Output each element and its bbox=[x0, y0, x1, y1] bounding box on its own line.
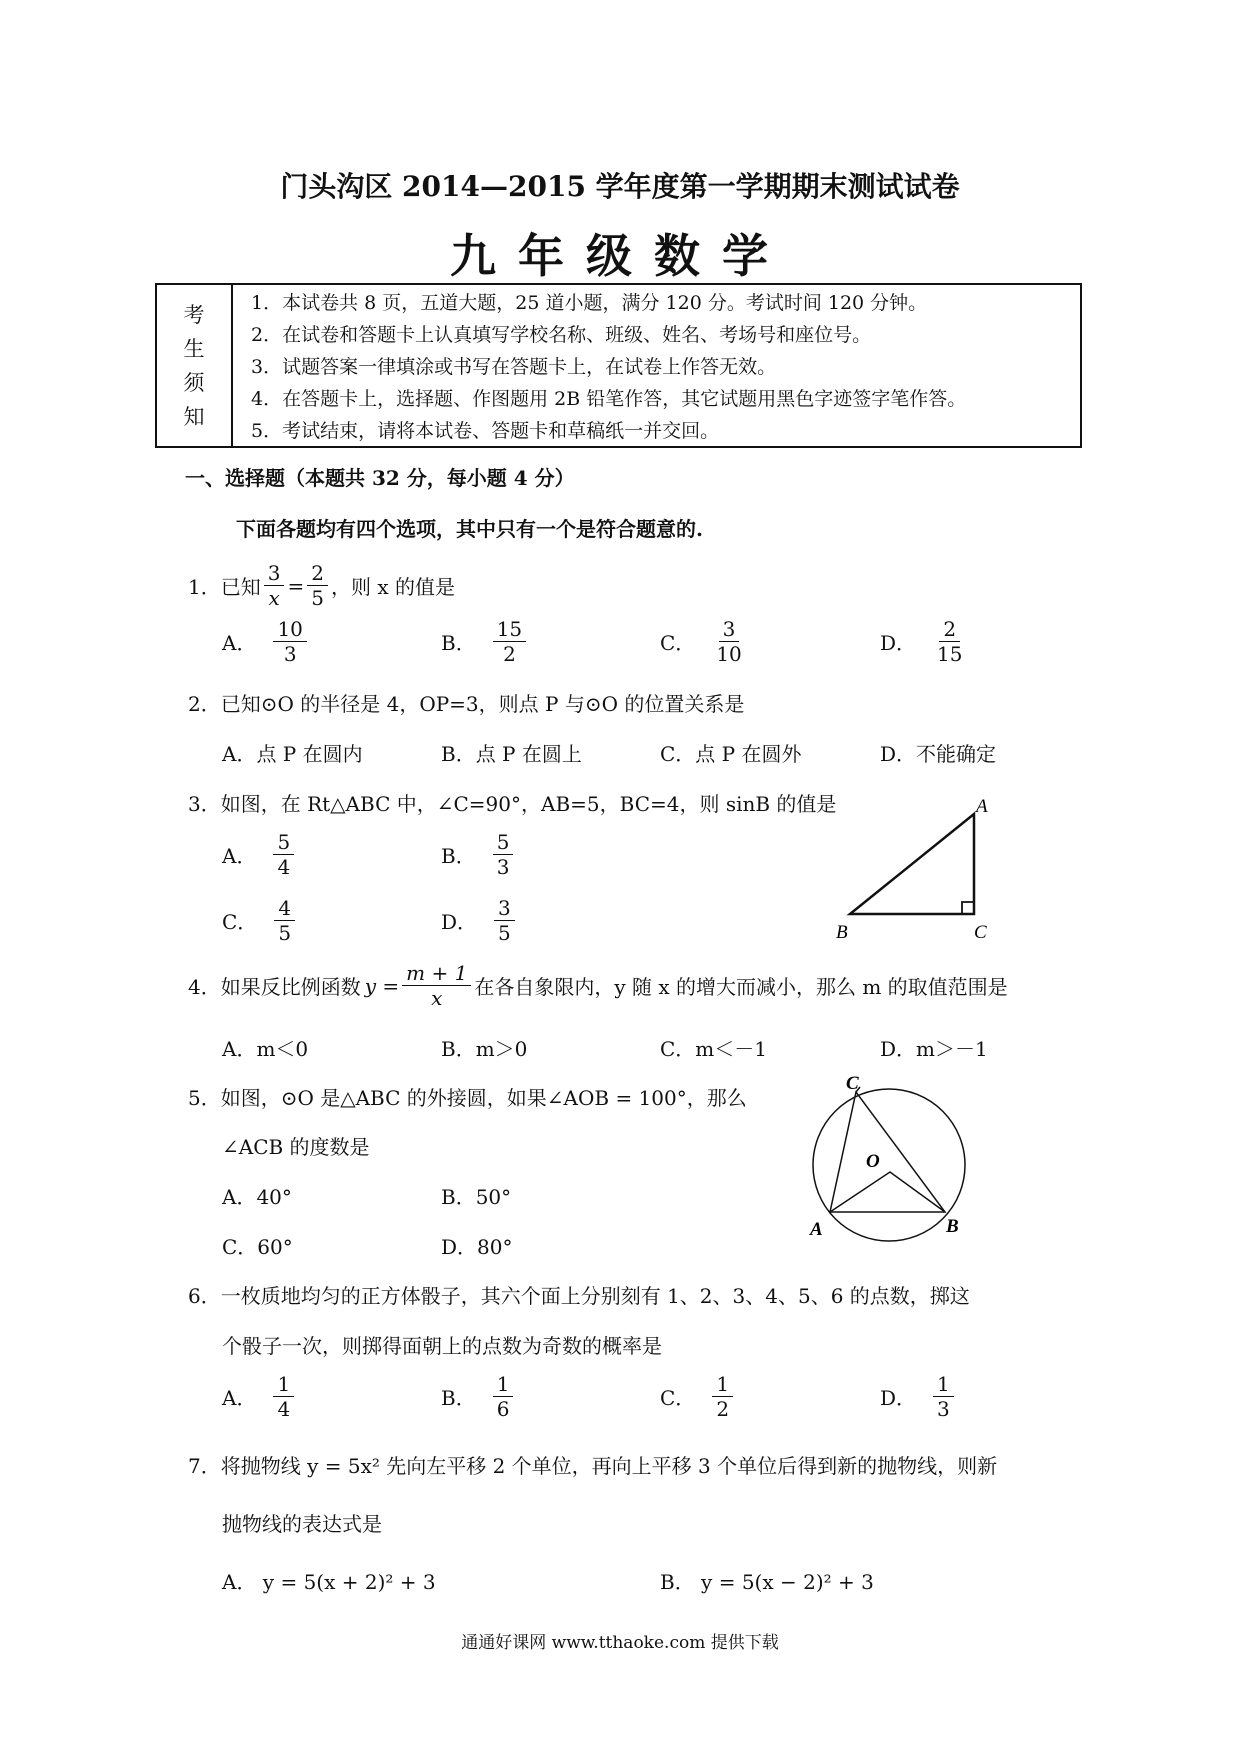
denominator: 10 bbox=[716, 642, 742, 666]
denominator: x bbox=[431, 986, 443, 1010]
notice-head-char: 生 bbox=[183, 336, 205, 361]
option-fraction bbox=[712, 1372, 733, 1421]
numerator: 1 bbox=[712, 1372, 733, 1397]
numerator: 2 bbox=[939, 617, 960, 642]
notice-item: 5．考试结束，请将本试卷、答题卡和草稿纸一并交回。 bbox=[251, 420, 720, 442]
q5-option-c[interactable]: C．60° bbox=[222, 1235, 293, 1259]
vertex-label-c: C bbox=[846, 1075, 859, 1094]
denominator: 2 bbox=[716, 1397, 730, 1421]
notice-box bbox=[155, 283, 1082, 448]
q1-option-a[interactable] bbox=[222, 617, 310, 666]
option-fraction bbox=[933, 1372, 954, 1421]
denominator: 15 bbox=[937, 642, 963, 666]
q1-rhs-fraction bbox=[307, 561, 328, 610]
exam-title: 门头沟区 2014—2015 学年度第一学期期末测试试卷 bbox=[280, 170, 960, 203]
question-7-stem-line2: 抛物线的表达式是 bbox=[222, 1512, 382, 1536]
option-label: C． bbox=[222, 910, 258, 934]
question-2-stem: 2．已知⊙O 的半径是 4，OP=3，则点 P 与⊙O 的位置关系是 bbox=[188, 692, 745, 716]
denominator: 2 bbox=[503, 642, 516, 666]
q1-suffix: ，则 x 的值是 bbox=[330, 575, 455, 599]
q1-option-c[interactable] bbox=[660, 617, 749, 666]
option-label: A． bbox=[222, 631, 257, 655]
q4-option-d[interactable]: D．m＞－1 bbox=[880, 1037, 988, 1061]
radii-oa-ob bbox=[830, 1172, 945, 1212]
q7-option-a[interactable]: A． y = 5(x + 2)² + 3 bbox=[222, 1570, 436, 1594]
numerator: 15 bbox=[493, 617, 526, 642]
notice-item: 3．试题答案一律填涂或书写在答题卡上，在试卷上作答无效。 bbox=[251, 356, 777, 378]
option-fraction bbox=[274, 896, 295, 945]
numerator: 5 bbox=[273, 830, 294, 855]
q1-option-d[interactable] bbox=[880, 617, 970, 666]
vertex-label-b: B bbox=[836, 922, 848, 943]
vertex-label-b: B bbox=[946, 1216, 959, 1237]
option-fraction bbox=[273, 830, 294, 879]
question-6-stem-line2: 个骰子一次，则掷得面朝上的点数为奇数的概率是 bbox=[222, 1334, 662, 1358]
numerator: 1 bbox=[493, 1372, 514, 1397]
q3-option-b[interactable] bbox=[441, 830, 516, 879]
q4-prefix: 4．如果反比例函数 bbox=[188, 975, 361, 999]
q2-option-c[interactable]: C．点 P 在圆外 bbox=[660, 742, 802, 766]
notice-head-char: 考 bbox=[183, 302, 205, 327]
denominator: x bbox=[268, 586, 280, 610]
option-fraction bbox=[493, 1372, 514, 1421]
circumcircle bbox=[813, 1089, 965, 1241]
question-5-stem-line2: ∠ACB 的度数是 bbox=[222, 1135, 370, 1159]
option-label: A． bbox=[222, 844, 257, 868]
q1-lhs-fraction bbox=[264, 561, 285, 610]
q6-option-c[interactable] bbox=[660, 1372, 736, 1421]
vertex-label-a: A bbox=[976, 796, 988, 817]
notice-item: 1．本试卷共 8 页，五道大题，25 道小题，满分 120 分。考试时间 120 分钟。 bbox=[251, 292, 928, 314]
denominator: 4 bbox=[277, 1397, 291, 1421]
q3-option-d[interactable] bbox=[441, 896, 518, 945]
notice-head bbox=[157, 285, 233, 446]
numerator: 3 bbox=[264, 561, 285, 586]
option-label: B． bbox=[441, 844, 476, 868]
notice-head-char: 须 bbox=[183, 370, 205, 395]
option-label: D． bbox=[880, 631, 917, 655]
question-6-stem-line1: 6．一枚质地均匀的正方体骰子，其六个面上分别刻有 1、2、3、4、5、6 的点数，掷这 bbox=[188, 1284, 970, 1308]
notice-head-char: 知 bbox=[183, 404, 205, 429]
q6-option-d[interactable] bbox=[880, 1372, 957, 1421]
question-3-stem: 3．如图，在 Rt△ABC 中，∠C=90°，AB=5，BC=4，则 sinB 的值是 bbox=[188, 792, 837, 816]
denominator: 5 bbox=[311, 586, 324, 610]
q2-option-a[interactable]: A．点 P 在圆内 bbox=[222, 742, 363, 766]
q5-circle-figure bbox=[800, 1075, 980, 1245]
numerator: 3 bbox=[494, 896, 515, 921]
option-label: C． bbox=[660, 631, 696, 655]
center-label-o: O bbox=[866, 1151, 880, 1172]
q2-option-b[interactable]: B．点 P 在圆上 bbox=[441, 742, 582, 766]
section-intro: 下面各题均有四个选项，其中只有一个是符合题意的. bbox=[236, 517, 703, 541]
q5-option-b[interactable]: B．50° bbox=[441, 1185, 512, 1209]
q3-option-a[interactable] bbox=[222, 830, 297, 879]
option-fraction bbox=[494, 896, 515, 945]
q1-prefix: 1．已知 bbox=[188, 575, 261, 599]
numerator: 5 bbox=[493, 830, 514, 855]
notice-item: 4．在答题卡上，选择题、作图题用 2B 铅笔作答，其它试题用黑色字迹签字笔作答。 bbox=[251, 388, 967, 410]
q7-option-b[interactable]: B． y = 5(x − 2)² + 3 bbox=[660, 1570, 874, 1594]
q1-equals: = bbox=[287, 573, 305, 598]
q4-option-c[interactable]: C．m＜－1 bbox=[660, 1037, 767, 1061]
option-label: B． bbox=[441, 1386, 476, 1410]
option-label: C． bbox=[660, 1386, 696, 1410]
subject-title: 九年级数学 bbox=[450, 229, 790, 283]
page-footer: 通通好课网 www.tthaoke.com 提供下载 bbox=[461, 1633, 779, 1653]
triangle-abc bbox=[850, 814, 974, 914]
option-label: A． bbox=[222, 1386, 257, 1410]
question-7-stem-line1: 7．将抛物线 y = 5x² 先向左平移 2 个单位，再向上平移 3 个单位后得到新的抛物线，则新 bbox=[188, 1454, 998, 1478]
numerator: 4 bbox=[274, 896, 295, 921]
option-fraction bbox=[712, 617, 745, 666]
numerator: 10 bbox=[273, 617, 306, 642]
vertex-label-c: C bbox=[974, 922, 987, 943]
denominator: 5 bbox=[498, 921, 511, 945]
q4-option-a[interactable]: A．m＜0 bbox=[222, 1037, 309, 1061]
option-fraction bbox=[273, 1372, 294, 1421]
denominator: 3 bbox=[937, 1397, 950, 1421]
option-fraction bbox=[273, 617, 306, 666]
q1-option-b[interactable] bbox=[441, 617, 529, 666]
numerator: 1 bbox=[933, 1372, 954, 1397]
option-fraction bbox=[933, 617, 966, 666]
numerator: 1 bbox=[273, 1372, 294, 1397]
q3-option-c[interactable] bbox=[222, 896, 298, 945]
vertex-label-a: A bbox=[810, 1219, 823, 1240]
denominator: 4 bbox=[277, 855, 291, 879]
q5-option-d[interactable]: D．80° bbox=[441, 1235, 513, 1259]
option-fraction bbox=[493, 617, 526, 666]
triangle-abc bbox=[830, 1092, 945, 1212]
denominator: 5 bbox=[278, 921, 292, 945]
option-label: B． bbox=[441, 631, 476, 655]
option-fraction bbox=[493, 830, 514, 879]
notice-list bbox=[233, 285, 1080, 446]
q4-fraction bbox=[402, 961, 471, 1010]
numerator: m + 1 bbox=[402, 961, 471, 986]
denominator: 3 bbox=[496, 855, 510, 879]
denominator: 3 bbox=[283, 642, 297, 666]
q4-option-b[interactable]: B．m＞0 bbox=[441, 1037, 528, 1061]
q3-triangle-figure bbox=[830, 790, 1010, 950]
q2-option-d[interactable]: D．不能确定 bbox=[880, 742, 997, 766]
numerator: 3 bbox=[719, 617, 740, 642]
denominator: 6 bbox=[496, 1397, 510, 1421]
question-1-stem bbox=[188, 561, 455, 610]
question-4-stem bbox=[188, 961, 1008, 1010]
notice-item: 2．在试卷和答题卡上认真填写学校名称、班级、姓名、考场号和座位号。 bbox=[251, 324, 872, 346]
question-5-stem-line1: 5．如图，⊙O 是△ABC 的外接圆，如果∠AOB = 100°，那么 bbox=[188, 1086, 747, 1110]
numerator: 2 bbox=[307, 561, 328, 586]
option-label: D． bbox=[441, 910, 478, 934]
q4-suffix: 在各自象限内，y 随 x 的增大而减小，那么 m 的取值范围是 bbox=[474, 975, 1008, 999]
q6-option-a[interactable] bbox=[222, 1372, 297, 1421]
right-angle-mark bbox=[962, 902, 974, 914]
section-title: 一、选择题（本题共 32 分，每小题 4 分） bbox=[185, 466, 575, 490]
q6-option-b[interactable] bbox=[441, 1372, 516, 1421]
q4-y: y = bbox=[364, 973, 400, 998]
q5-option-a[interactable]: A．40° bbox=[222, 1185, 292, 1209]
option-label: D． bbox=[880, 1386, 917, 1410]
